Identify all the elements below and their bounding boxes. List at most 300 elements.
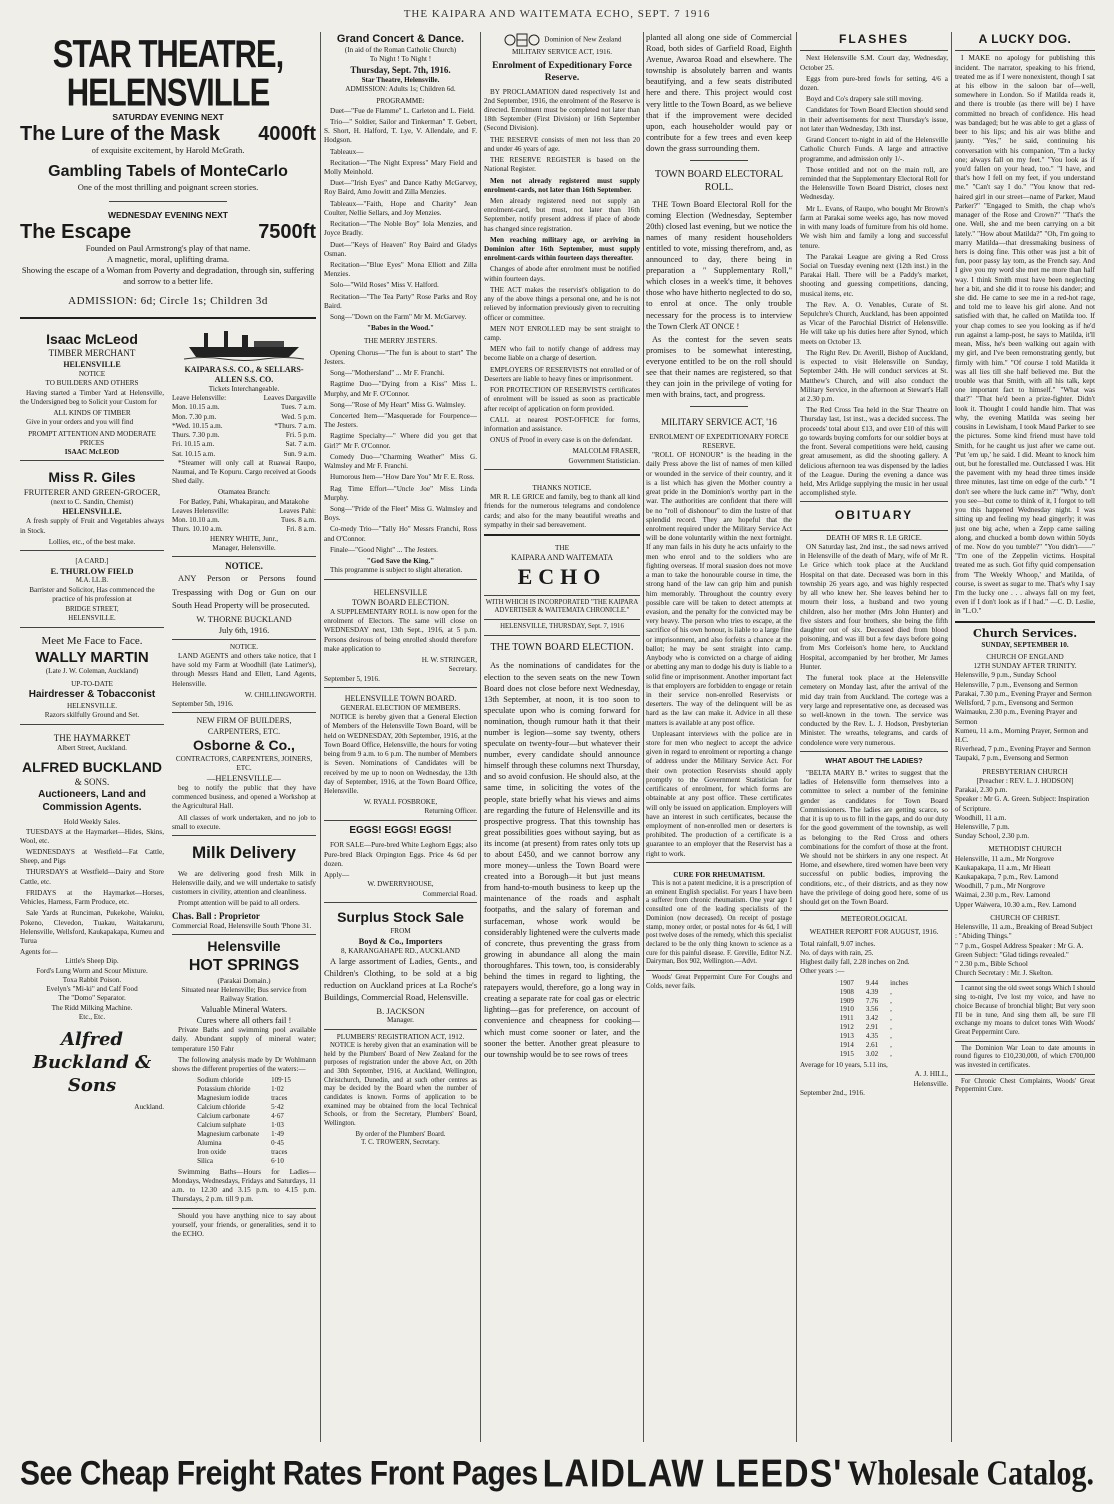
column-5 bbox=[800, 32, 948, 1442]
christ-line: Helensville, 11 a.m., Breaking of Bread Subject : "Abiding Things." bbox=[955, 923, 1093, 941]
star-film2: Gambling Tabels of MonteCarlo bbox=[48, 162, 288, 180]
star-film3-length: 7500ft bbox=[258, 220, 316, 243]
table-cell: Sodium chloride bbox=[197, 1076, 244, 1085]
table-row bbox=[191, 1121, 297, 1130]
election2-body: NOTICE is hereby given that a General Election of Members of the Helensville Town Board, will be held on WEDNESDAY, 20th September, 1916, at the Town Board Office, Helensville, the hours for voting being from 9 a.m. to 6 p.m. The number of Members is Seven. Nominations of Candidates will be received by me up to noon on Wednesday, the 13th day of September, 1916, at the Town Board Office, Helensville. bbox=[324, 713, 477, 795]
military-para: EMPLOYERS OF RESERVISTS not enrolled or of Deserters are liable to heavy fines or imprisonment. bbox=[484, 365, 640, 383]
surplus-sign: B. JACKSON bbox=[376, 1005, 425, 1016]
church-title: Church Services. bbox=[972, 626, 1078, 640]
concert-subject: This programme is subject to slight alteration. bbox=[330, 566, 463, 575]
giles-name: Miss R. Giles bbox=[48, 469, 136, 486]
buckland-haymarket: THE HAYMARKET bbox=[53, 732, 131, 743]
presb-line: Woodhill, 11 a.m. bbox=[955, 813, 1007, 822]
kaipara-ss-row bbox=[172, 525, 316, 534]
milk-addr: Commercial Road, Helensville South 'Phone 31. bbox=[172, 922, 312, 931]
star-wednesday: WEDNESDAY EVENING NEXT bbox=[108, 210, 228, 221]
notice-land-sign: W. CHILLINGWORTH. bbox=[244, 690, 316, 699]
table-row bbox=[834, 1032, 914, 1041]
table-cell: 0·45 bbox=[271, 1138, 284, 1147]
notice-land-title: NOTICE. bbox=[229, 642, 259, 651]
kaipara-ss-cell: Sat. 7 a.m. bbox=[285, 440, 316, 449]
concert-item: Trio—" Soldier, Sailor and Tinkerman" T. Gebert, S. Short, H. Halford, T. Lye, V. Allendale, and F. Hodgson. bbox=[324, 117, 477, 145]
table-cell: , bbox=[890, 1050, 892, 1059]
buckland-agent: Etc., Etc. bbox=[78, 1012, 106, 1021]
war-loan: The Dominion War Loan to date amounts in round figures to £10,230,000, of which £700,000 was invested in certificates. bbox=[955, 1044, 1095, 1069]
buckland-line: WEDNESDAYS at Westfield—Fat Cattle, Sheep, and Pigs bbox=[20, 848, 164, 866]
table-row bbox=[834, 1041, 914, 1050]
notice-trespass-body: ANY Person or Persons found Trespassing with Dog or Gun on our South Head Property will be prosecuted. bbox=[172, 573, 316, 610]
military-para: BY PROCLAMATION dated respectively 1st and 2nd September, 1916, the enrolment of the Reserve is directed. Enrolment must be completed not later than 18th September (First Division) or 16th September (Second Division). bbox=[484, 87, 640, 133]
plumbers-sign: T. C. TROWERN, Secretary. bbox=[361, 1139, 440, 1147]
table-row bbox=[191, 1139, 297, 1148]
springs-analysis: The following analysis made by Dr Wohlmann shows the different properties of the waters:— bbox=[172, 1055, 316, 1074]
concert-item: Duet—"Irish Eyes" and Dance Kathy McGarvey, Roy Baird, Amo Jowitt and Zilla Menzies. bbox=[324, 179, 477, 197]
military-para: FOR PROTECTION OF RESERVISTS certificates of enrolment will be issued as soon as practicable after receipt of application on form provided. bbox=[484, 386, 640, 413]
star-film1-length: 4000ft bbox=[258, 122, 316, 145]
military-para: ONUS of Proof in every case is on the defendant. bbox=[490, 436, 633, 445]
concert-item2: Finale—"Good Night" ... The Jesters. bbox=[330, 545, 438, 554]
military-para: THE ACT makes the reservist's obligation to do any of the above things a personal one, and he is not relieved by information previously given to recruiting officer or committee. bbox=[484, 285, 640, 322]
christ-line: " 2.30 p.m., Bible School bbox=[955, 960, 1028, 968]
kaipara-ss-hdr-right: Leaves Dargaville bbox=[263, 394, 316, 403]
coe-trinity: 12TH SUNDAY AFTER TRINITY. bbox=[973, 662, 1077, 671]
table-cell: , bbox=[890, 1005, 892, 1014]
table-cell: 4.39 bbox=[865, 987, 879, 996]
kaipara-ss-cell: Thurs. 7.30 p.m. bbox=[172, 431, 220, 440]
martin-trade: Hairdresser & Tobacconist bbox=[28, 689, 156, 701]
flash-para: The Rev. A. O. Venables, Curate of St. Sepulchre's Church, Auckland, has been appointed as Vicar of the Parochial District of Helensville. He will take up his duties here after Synod, which meets on October 13. bbox=[800, 300, 948, 346]
milk-title: Milk Delivery bbox=[192, 843, 296, 863]
election2-title: GENERAL ELECTION OF MEMBERS. bbox=[340, 703, 461, 712]
column-rule bbox=[951, 32, 952, 1442]
kaipara-ss-title: KAIPARA S.S. CO., & SELLARS-ALLEN S.S. CO. bbox=[184, 364, 304, 384]
concert-item2: Song—"Pride of the Fleet" Miss G. Walmsley and Boys. bbox=[324, 505, 477, 523]
coat-of-arms-icon bbox=[502, 32, 542, 48]
table-cell: 109·15 bbox=[271, 1076, 291, 1085]
concert-date: Thursday, Sept. 7th, 1916. bbox=[350, 64, 451, 75]
thanks-title: THANKS NOTICE. bbox=[532, 483, 592, 492]
notice-trespass-sign: W. THORNE BUCKLAND bbox=[196, 613, 292, 624]
woods-cure: Woods' Great Peppermint Cure For Coughs and Colds, never fails. bbox=[646, 973, 792, 990]
election-town: HELENSVILLE bbox=[373, 587, 428, 597]
surplus-from: FROM bbox=[390, 926, 411, 935]
met-sign: A. J. HILL, bbox=[914, 1070, 948, 1079]
election2-town: HELENSVILLE TOWN BOARD. bbox=[344, 693, 457, 703]
buckland-line: THURSDAYS at Westfield—Dairy and Store Cattle, etc. bbox=[20, 868, 164, 886]
concert-item: Recitation—"Blue Eyes" Mona Elliott and Zilla Menzies. bbox=[324, 260, 477, 279]
star-film1: The Lure of the Mask bbox=[20, 122, 221, 145]
coe-line: Riverhead, 7 p.m., Evening Prayer and Sermon bbox=[955, 745, 1091, 754]
buckland-agent: Toxa Rabbit Poison. bbox=[62, 975, 122, 984]
springs-title: HOT SPRINGS bbox=[188, 957, 300, 975]
table-cell: , bbox=[890, 1032, 892, 1041]
flash-para: Eggs from pure-bred fowls for setting, 4/6 a dozen. bbox=[800, 74, 948, 93]
giles-addr: (next to C. Sandin, Chemist) bbox=[50, 497, 134, 506]
kaipara-ss-cell: Tues. 7 a.m. bbox=[280, 403, 316, 412]
met-town: Helensville. bbox=[913, 1079, 948, 1088]
springs-hours: Swimming Baths—Hours for Ladies—Mondays, Wednesdays, Fridays and Saturdays, 11 a.m. to 12.30 and 3.15 p.m. to 4.15 p.m. Thursdays, 2 p.m. till 9 p.m. bbox=[172, 1167, 316, 1204]
field-street: BRIDGE STREET, bbox=[65, 606, 119, 614]
osborne-town: —HELENSVILLE— bbox=[206, 773, 282, 784]
roll-para: THE Town Board Electoral Roll for the coming Election (Wednesday, September 20th) closed last evening, but we notice the names of many resident householders entitled to vote, missing therefrom, and, as announced to day, there being in preparation a " Supplementary Roll," which closes in a week's time, it behoves those who have hitherto neglected to do so, to enrol at once. The only trouble necessary for the process is to interview the Town Clerk AT ONCE ! bbox=[646, 199, 792, 331]
met-average: Average for 10 years, 5.11 ins, bbox=[800, 1061, 888, 1070]
table-cell: , bbox=[890, 996, 892, 1005]
echo-dateline: HELENSVILLE, THURSDAY, Sept. 7, 1916 bbox=[500, 622, 624, 630]
springs-valuable: Valuable Mineral Waters. bbox=[200, 1004, 288, 1015]
concert-item2: Rag Time Effort—"Uncle Joe" Miss Linda Murphy. bbox=[324, 484, 477, 502]
military-dominion-line bbox=[484, 32, 640, 48]
obituary-title: OBITUARY bbox=[834, 508, 914, 523]
table-row bbox=[191, 1148, 297, 1157]
buckland-trade: Auctioneers, Land and Commission Agents. bbox=[38, 788, 146, 813]
thanks-body: MR R. LE GRICE and family, beg to thank all kind friends for the numerous telegrams and condolence cards; and also for the many beautiful wreaths and sympathy in their sad bereavement. bbox=[484, 493, 640, 529]
kaipara-ss-cell: Fri. 5 p.m. bbox=[285, 431, 316, 440]
table-row bbox=[191, 1130, 297, 1139]
table-cell: 1909 bbox=[839, 996, 854, 1005]
roll-title: TOWN BOARD ELECTORAL ROLL. bbox=[655, 169, 783, 193]
presb-line: Helensville, 7 p.m. bbox=[955, 822, 1010, 831]
echo-title2: ECHO bbox=[517, 564, 607, 590]
milk-body: We are delivering good fresh Milk in Helensville daily, and we will undertake to satisfy customers in civility, attention and cleanliness. bbox=[172, 869, 316, 897]
military-para: Men reaching military age, or arriving in Dominion after 16th September, must supply enrolment-cards within fourteen days thereafter. bbox=[484, 235, 640, 263]
table-row bbox=[191, 1085, 297, 1094]
military-para: THE RESERVE REGISTER is based on the National Register. bbox=[484, 156, 640, 174]
table-cell: Potassium chloride bbox=[197, 1085, 251, 1094]
mcleod-give: Give in your orders and you will find bbox=[26, 418, 134, 427]
table-cell: 1910 bbox=[839, 1005, 854, 1014]
steamship-icon bbox=[184, 327, 304, 361]
table-cell: traces bbox=[271, 1147, 288, 1156]
notice-trespass-date: July 6th, 1916. bbox=[218, 624, 270, 635]
plumbers-by: By order of the Plumbers' Board. bbox=[355, 1130, 446, 1138]
christ-line: Church Secretary : Mr. J. Skelton. bbox=[955, 969, 1053, 978]
election2-officer: Returning Officer. bbox=[424, 807, 477, 816]
coe-title: CHURCH OF ENGLAND bbox=[986, 653, 1064, 661]
kaipara-ss-row bbox=[172, 413, 316, 422]
column-1a bbox=[20, 323, 164, 1242]
cure-body: This is not a patent medicine, it is a prescription of an eminent English specialist. For years I have been a sufferer from chronic rheumatism. One year ago I consulted one of the leading specialists of the Dominion (now deceased). On receipt of postage stamp, money order, or postal notes for 4s 6d, I will post twelve doses of the remedy, which this specialist declared to be the only thing known to science as a cure for this painful disease. F. Greville, Editor N.Z. Dairyman, Box 902, Wellington.—Advt. bbox=[646, 880, 792, 966]
springs-town: Helensville bbox=[207, 938, 281, 955]
martin-late: (Late J. W. Coleman, Auckland) bbox=[45, 666, 139, 675]
kaipara-ss-row bbox=[172, 431, 316, 440]
surplus-manager: Manager. bbox=[387, 1016, 414, 1025]
osborne-trade: CONTRACTORS, CARPENTERS, JOINERS, ETC. bbox=[175, 754, 313, 772]
star-saturday: SATURDAY EVENING NEXT bbox=[112, 112, 224, 122]
concert-item: Recitation—"The Noble Boy" Iola Menzies, and Joyce Bradly. bbox=[324, 220, 477, 238]
concert-item2: Ragtime Specialty—" Where did you get that Girl?" Mr F. O'Connor. bbox=[324, 432, 477, 450]
field-degree: M.A. LL.B. bbox=[75, 577, 109, 585]
meth-line: Kaukapakapa, 7 p.m., Rev. Lamond bbox=[955, 873, 1059, 882]
star-film3-desc2: A magnetic, moral, uplifting drama. bbox=[106, 253, 230, 264]
concert-jesters: THE MERRY JESTERS. bbox=[363, 336, 437, 345]
table-cell: Calcium carbonate bbox=[197, 1112, 250, 1121]
table-row bbox=[191, 1157, 297, 1166]
osborne-all: All classes of work undertaken, and no job to small to execute. bbox=[172, 813, 316, 831]
military-title: Enrolment of Expeditionary Force Reserve. bbox=[492, 61, 632, 84]
military-para: CALL at nearest POST-OFFICE for forms, information and assistance. bbox=[484, 415, 640, 433]
notice-land-date: September 5th, 1916. bbox=[172, 700, 234, 709]
banner-catalog: Wholesale Catalog. bbox=[847, 1454, 1094, 1493]
table-cell: 7.76 bbox=[865, 996, 879, 1005]
column-rule bbox=[796, 32, 797, 1442]
table-cell: 3.02 bbox=[865, 1050, 879, 1059]
banner-freight: See Cheap Freight Rates Front Pages bbox=[20, 1454, 538, 1493]
kaipara-ss-cell: Sat. 10.15 a.m. bbox=[172, 449, 216, 458]
obituary-sub: DEATH OF MRS R. LE GRICE. bbox=[826, 533, 922, 542]
met-title: METEOROLOGICAL bbox=[840, 915, 908, 924]
mcleod-sign: ISAAC McLEOD bbox=[64, 447, 120, 456]
field-body: Barrister and Solicitor, Has commenced the practice of his profession at bbox=[29, 585, 155, 604]
military-act: MILITARY SERVICE ACT, 1916. bbox=[511, 48, 613, 56]
concert-programme: PROGRAMME: bbox=[376, 97, 425, 106]
kaipara-ss-row bbox=[172, 440, 316, 449]
surplus-addr: 8, KARANGAHAPE RD., AUCKLAND bbox=[341, 946, 460, 955]
military-sign: MALCOLM FRASER, bbox=[572, 447, 640, 456]
springs-desc: Situated near Helensville; Bus service from Railway Station. bbox=[181, 986, 307, 1004]
eggs-addr: Commercial Road. bbox=[422, 889, 477, 898]
table-cell: Iron oxide bbox=[197, 1147, 227, 1156]
buckland-signature: Alfred Buckland & Sons bbox=[32, 1028, 152, 1096]
kaipara-ss-cell: Thurs. 10.10 a.m. bbox=[172, 525, 223, 534]
concert-item: Song—"Down on the Farm" Mr M. McGarvey. bbox=[330, 313, 467, 322]
buckland-line: FRIDAYS at the Haymarket—Horses, Vehicles, Harness, Farm Produce, etc. bbox=[20, 888, 164, 907]
concert-item: "Babes in the Wood." bbox=[367, 324, 434, 333]
chest-cure: For Chronic Chest Complaints, Woods' Great Peppermint Cure. bbox=[955, 1077, 1095, 1094]
eggs-body: FOR SALE—Pure-bred White Leghorn Eggs; also Pure-bred Black Orpington Eggs. Price 4s 6d per dozen. bbox=[324, 841, 477, 868]
echo-the: THE bbox=[555, 543, 569, 552]
buckland-auckland: Auckland. bbox=[134, 1103, 164, 1112]
concert-item2: Song—"Rose of My Heart" Miss G. Walmsley. bbox=[330, 400, 466, 409]
echo-headline: THE TOWN BOARD ELECTION. bbox=[490, 641, 634, 653]
concert-tonight: To Night ! To Night ! bbox=[369, 55, 432, 64]
mil-title: MILITARY SERVICE ACT, '16 bbox=[661, 417, 777, 428]
osborne-name: Osborne & Co., bbox=[193, 736, 295, 753]
column-6 bbox=[955, 32, 1095, 1442]
meth-line: Upper Waiwera, 10.30 a.m., Rev. Lamond bbox=[955, 900, 1077, 909]
plumbers-body: NOTICE is hereby given that an examination will be held by the Plumbers' Board of New Zealand for the purposes of registration under the above Act, on 20th and 30th September, 1916, at Auckland, Wellington, Christchurch, Dunedin, and at such other centres as may be decided by the Board when the number of candidates is known. Forms of application to be examined may be obtained from the local Technical Schools, or from the Secretary, Plumbers' Board, Wellington. bbox=[324, 1041, 477, 1127]
flash-para: Boyd and Co's drapery sale still moving. bbox=[806, 95, 923, 104]
flash-para: Candidates for Town Board Election should send in their advertisements for next Thursday's issue, not later than Wednesday, 13th inst. bbox=[800, 106, 948, 133]
kaipara-ss-cell: *Thurs. 7 a.m. bbox=[274, 421, 316, 430]
springs-sub: (Parakai Domain.) bbox=[217, 976, 271, 985]
coe-line: Taupaki, 7 p.m., Evensong and Sermon bbox=[955, 754, 1069, 763]
martin-up: UP-TO-DATE bbox=[71, 680, 113, 689]
buckland-line: TUESDAYS at the Haymarket—Hides, Skins, Wool, etc. bbox=[20, 827, 164, 845]
military-para: MEN NOT ENROLLED may be sent straight to camp. bbox=[484, 324, 640, 342]
bottom-banner-ad bbox=[20, 1450, 1094, 1498]
election-date: September 5, 1916. bbox=[324, 674, 380, 683]
plumbers-title: PLUMBERS' REGISTRATION ACT, 1912. bbox=[336, 1032, 465, 1041]
concert-item: Solo—"Wild Roses" Miss V. Halford. bbox=[330, 281, 439, 290]
mcleod-trade: TIMBER MERCHANT bbox=[48, 348, 136, 359]
table-row bbox=[834, 1023, 914, 1032]
flashes-title: FLASHES bbox=[838, 32, 909, 46]
concert-venue: Star Theatre, Helensville. bbox=[361, 76, 440, 85]
kaipara-ss-cell: Sun. 9 a.m. bbox=[283, 449, 316, 458]
woods-poem: I cannot sing the old sweet songs Which I should sing to-night, I've lost my voice, and have no choice Because of bronchial blight; But very soon I'll be in tune, And sing them all, be sure I'll exchange my moans to dulcet tones With Woods' Great Peppermint Cure. bbox=[955, 985, 1095, 1036]
meth-line: Helensville, 11 a.m., Mr Norgrove bbox=[955, 854, 1055, 863]
flash-para: The Red Cross Tea held in the Star Theatre on Thursday last, 1st inst., was a decided success. The proceeds' total about £13, and over £10 of this will go towards buying comforts for our soldier boys at the front. Several competitions were held, causing great amusement, as did the shooting gallery. A delicious afternoon tea was dispensed by the ladies of the League. During the evening a dance was held, Mrs Arlidge supplying the music in her usual accomplished style. bbox=[800, 406, 948, 498]
election-title: TOWN BOARD ELECTION. bbox=[352, 597, 449, 607]
table-cell: , bbox=[890, 1041, 892, 1050]
flash-para: Next Helensville S.M. Court day, Wednesday, October 25. bbox=[800, 54, 948, 72]
christ-title: CHURCH OF CHRIST. bbox=[990, 913, 1060, 922]
mcleod-all: ALL KINDS OF TIMBER bbox=[53, 409, 131, 418]
election-sec: Secretary. bbox=[448, 665, 477, 674]
mcleod-body: Having started a Timber Yard at Helensville, the Undersigned beg to Solicit your Custom for bbox=[20, 388, 164, 406]
cure-title: CURE FOR RHEUMATISM. bbox=[673, 870, 765, 879]
military-para: THE RESERVE consists of men not less than 20 and under 46 years of age. bbox=[484, 135, 640, 153]
kaipara-ss-manager: Manager, Helensville. bbox=[212, 543, 276, 552]
table-row bbox=[834, 1050, 914, 1059]
christ-line: " 7 p.m., Gospel Address Speaker : Mr G. A. Green Subject: "Glad tidings revealed." bbox=[955, 941, 1084, 959]
table-cell: 1915 bbox=[839, 1050, 854, 1059]
star-film3-line bbox=[20, 221, 316, 243]
star-film3-desc1: Founded on Paul Armstrong's play of that name. bbox=[85, 242, 251, 253]
buckland-agent: Little's Sheep Dip. bbox=[65, 957, 119, 966]
mil-para: "ROLL OF HONOUR" is the heading in the daily Press above the list of names of men killed or wounded in the service of their country, and it is a list which has given the Mother country a great pride in the Dominion's worthy part in the war. The authorities are confident that there will be no "roll of dishonour" to dim the lustre of that splendid record. They are hopeful that the enrolment required under the Military Service Act will be done voluntarily within the next fortnight. If any man fails in his duty he acts unfairly to the men who enrol and to the soldiers who are fighting overseas. If moral suasion does not move a man to take the honourable course in time, the strong hand of the law can grip him and punish him memorably. Throughout the country every possible care will be taken to detect attempts at evasion, and the penalty for the convicted may be very heavy. The person who tries to escape, at the sacrifice of his own honour, is liable to a large fine or imprisonment, and also forfeits a chance at the ballot; he may be sent straight into camp. Anybody who is convicted on a charge of aiding or abetting any man to dodge his duty is liable to a solid fine or imprisonment. Another important fact is that employers are forbidden to engage or retain in their service non-enrolled Reservists or deserters. The way of the delinquent will be as hard as the law can make it. Advice in all these matters is available at any post office. bbox=[646, 451, 792, 727]
buckland-name: ALFRED BUCKLAND bbox=[22, 759, 162, 776]
concert-item: Recitation—"The Night Express" Mary Field and Molly Meinhold. bbox=[324, 158, 477, 176]
table-row bbox=[191, 1103, 297, 1112]
kaipara-ss-tickets: Tickets Interchangeable. bbox=[208, 385, 280, 394]
giles-lollies: Lollies, etc., of the best make. bbox=[48, 537, 136, 546]
table-cell: 4·67 bbox=[271, 1112, 284, 1121]
table-cell: Calcium chloride bbox=[197, 1103, 246, 1112]
flash-para: The Parakai League are giving a Red Cross Social on Tuesday evening next (12th inst.) in the Parakai Hall. There will be a Paddy's market, shooting and guessing competitions, dancing, musical items, etc. bbox=[800, 252, 948, 298]
field-name: E. THURLOW FIELD bbox=[50, 566, 134, 577]
buckland-agent: Ford's Lung Worm and Scour Mixture. bbox=[36, 966, 148, 975]
concert-title: Grand Concert & Dance. bbox=[336, 33, 465, 45]
mcleod-to: TO BUILDERS AND OTHERS bbox=[45, 379, 139, 388]
table-cell: 3.56 bbox=[865, 1005, 879, 1014]
concert-item: Recitation—"The Tea Party" Rose Parks and Roy Baird. bbox=[324, 292, 477, 310]
eggs-sign: W. DWERRYHOUSE, bbox=[367, 880, 434, 889]
martin-meet: Meet Me Face to Face. bbox=[41, 634, 143, 647]
met-line: Total rainfall, 9.07 inches. bbox=[800, 939, 876, 948]
mcleod-notice: NOTICE bbox=[78, 370, 106, 379]
column-3 bbox=[484, 32, 640, 1442]
table-cell: 9.44 bbox=[865, 978, 879, 987]
column-1b bbox=[172, 323, 316, 1242]
concert-item2: Comedy Duo—"Charming Weather" Miss G. Walmsley and Mr F. Franchi. bbox=[324, 452, 477, 471]
surplus-body: A large assortment of Ladies, Gents., and Children's Clothing, to be sold at a big reduction on Auckland prices at La Roche's Buildings, Commercial Road, Helensville. bbox=[324, 955, 477, 1002]
kaipara-ss-hdr-left: Leave Helensville: bbox=[172, 394, 227, 403]
martin-razors: Razors skilfully Ground and Set. bbox=[44, 711, 140, 720]
presb-title: PRESBYTERIAN CHURCH bbox=[982, 767, 1068, 776]
ladies-body: "BELTA MARY B." writes to suggest that the ladies of Helensville form themselves into a committee to select a number of the feminine gender as candidates for Town Board Commissioners. The ladies are getting scarce, so that it is up to us to fill in the gaps, and do our duty for the good government of the township, as well as belonging to the Red Cross and others combinations for the comfort of those at the front. We should not be shirkers in any one respect. At Home, and elsewhere, tired women have been very successful on public bodies, improving the conditions, etc., of their districts, and as they now have the privilege of doing good here, some of us should get on the Town Board. bbox=[800, 769, 948, 907]
table-cell: 1911 bbox=[839, 1014, 854, 1023]
coe-line: Parakai, 7.30 p.m., Evening Prayer and Sermon bbox=[955, 689, 1092, 698]
concert-item: Tableaux—"Faith, Hope and Charity" Jean Coulter, Nellie Sellars, and Joy Menzies. bbox=[324, 199, 477, 217]
kaipara-ss-pahi: For Batley, Pahi, Whakapirau, and Matakohe bbox=[179, 497, 309, 506]
concert-item2: Humorous Item—"How Dare You" Mr F. E. Ross. bbox=[330, 473, 475, 482]
concert-item: Duet—"Fue de Flamme" L. Carleton and L. Field. bbox=[330, 106, 475, 115]
buckland-agent: The Ridd Milking Machine. bbox=[51, 1003, 133, 1012]
kaipara-ss-header2 bbox=[172, 507, 316, 516]
table-cell: Calcium sulphate bbox=[197, 1121, 246, 1130]
giles-trade: FRUITERER AND GREEN-GROCER, bbox=[23, 487, 161, 498]
table-cell: traces bbox=[271, 1094, 288, 1103]
milk-proprietor: Chas. Ball : Proprietor bbox=[172, 910, 260, 921]
table-cell: 1·02 bbox=[271, 1085, 284, 1094]
election2-sign: W. RYALL FOSBROKE, bbox=[363, 798, 438, 807]
coe-line: Waimauku, 2.30 p.m., Evening Prayer and Sermon bbox=[955, 708, 1077, 726]
notice-trespass-title: NOTICE. bbox=[225, 560, 263, 571]
column-ads-left bbox=[20, 32, 316, 1442]
kaipara-ss-row bbox=[172, 516, 316, 525]
concert-item2: "God Save the King." bbox=[366, 557, 435, 566]
kaipara-ss-row bbox=[172, 403, 316, 412]
obituary-para: The funeral took place at the Helensville cemetery on Monday last, after the arrival of the mid day train from Auckland. The cortege was a very large and representative one, as deceased was so well-known in the town. The service was conducted by the Rev. L. J. Hodson, Presbyterian Minister. The wreaths, telegrams, and cards of condolence were very numerous. bbox=[800, 674, 948, 747]
kaipara-ss-otamatea: Otamatea Branch: bbox=[217, 488, 271, 497]
buckland-agent: Evelyn's "Mi-ki" and Calf Food bbox=[46, 985, 138, 994]
obituary-para: ON Saturday last, 2nd inst., the sad news arrived in Helensville of the death of Mary, wife of Mr R. Le Grice which took place at the Auckland Hospital on that date. Deceased was born in this township 26 years ago, and was highly respected by all who knew her. She leaves behind her to mourn their loss, a husband and two young children, also her mother (Mrs John Hunter) and five sisters and four brothers, she being the fifth daughter out of six. Deceased died from blood poisoning, and was ill but a few days before going from Mrs Corleison's home here, to Auckland Hospital, accompanied by her brother, Mr James Hunter. bbox=[800, 543, 948, 671]
kaipara-ss-row bbox=[172, 450, 316, 459]
star-film1-desc: of exquisite excitement, by Harold McGrath. bbox=[91, 144, 245, 155]
kaipara-ss-sign: HENRY WHITE, Junr., bbox=[209, 534, 279, 543]
kaipara-ss-hdr-left: Leaves Helensville: bbox=[172, 506, 229, 515]
table-cell: 1914 bbox=[839, 1041, 854, 1050]
military-para: Men already registered need not supply an enrolment-card, but must, not later than 16th September, notify present address if place of abode has changed since registration. bbox=[484, 196, 640, 233]
table-cell: 1·03 bbox=[271, 1121, 284, 1130]
lucky-title: A LUCKY DOG. bbox=[978, 32, 1072, 46]
table-row bbox=[191, 1112, 297, 1121]
military-dominion: Dominion of New Zealand bbox=[544, 35, 622, 44]
church-sunday: SUNDAY, SEPTEMBER 10. bbox=[981, 640, 1069, 649]
table-cell: , bbox=[890, 987, 892, 996]
echo-title1: KAIPARA AND WAITEMATA bbox=[510, 553, 614, 563]
column-rule bbox=[480, 32, 481, 1442]
kaipara-ss-row bbox=[172, 422, 316, 431]
table-cell: Magnesium carbonate bbox=[197, 1130, 260, 1138]
mcleod-town: HELENSVILLE bbox=[63, 359, 121, 369]
table-cell: , bbox=[890, 1023, 892, 1032]
military-stat: Government Statistician. bbox=[568, 456, 640, 465]
coe-line: Wellsford, 7 p.m., Evensong and Sermon bbox=[955, 699, 1074, 708]
table-row bbox=[834, 988, 914, 997]
table-cell: 1907 bbox=[839, 978, 854, 987]
concert-item2: Opening Chorus—"The fun is about to start" The Jesters. bbox=[324, 348, 477, 366]
table-cell: Silica bbox=[197, 1156, 214, 1165]
springs-cures: Cures where all others fail ! bbox=[196, 1015, 292, 1026]
martin-name: WALLY MARTIN bbox=[35, 648, 149, 666]
lucky-body: I MAKE no apology for publishing this incident. The narrator, speaking to his friend, treated me as if I were nonexistent, though I sat at his elbow in the saloon bar of—well, somewhere in London. So if Matilda reads it, and there is trouble (as there will be) I have committed no breach of confidence. His head was bandaged; but he was able to get a glass of beer to his lips; and his air was blithe and jaunty. "Yes," he said, continuing his conversation with his companion, "I'm a lucky one; always fall on my feet." "You look as if you'd fallen on your head, too." "I have, and that's how I fell on my feet, if you understand me." "Can't say I do." "You know that red-haired girl in our street—name of Parker, Maud Parker?" "Engaged to Smith, the chap who's manager of the Rose and Crown?" "That's the one. Well, she and me been carrying on a bit lately." "How about Matilda?" "Oh, I'm going to marry Matilda—that dressmaking business of hers is doing fine. This other was just a bit of fun, poor passy lay tom, as the French say. And I give you my word she met me more than half way. I think Smith must have been neglecting her a bit, and she did it to rouse his dander; and she did. He came to see me in a red-hot rage, and told me to leave his girl alone. And not satisfied with that, he called on Matilda too. If your chap comes to see you looking as if he'd run against a lamp-post, he says to Matilda, it'll mean, Miss, he's been walking out again with my girl, and I've been remonstrating gently, but firmly with him." "Of course I told Matilda it was all lies till she half believed me. But the trouble was that Smith, with all his talk, kept one important fact to himself." "What was that?" "That he'd been a prize-fighter. Didn't look it. Thought I could handle him. That was why, the evening Matilda was seeing her cousins in Lewisham, I took Maud Parker to see the pictures. Some kind friend must have told Smith, for he caught us just after we came out. 'Put 'em up,' he said. I did. Meant to knock him out, but he forestalled me. Outclassed I was. Hit the pavement with my head three times inside three minutes, last time on edge of the curb." "I don't see where the luck came in?" "Why, don't you see—but come to think of it, I forgot to tell you this happened Wednesday night. I was sitting up and feeling my head gingerly; it was just one big ache, when a Zepp came sailing along, and chucked a bomb down within 50yds of me. Now do you tumble?" "You didn't——" "I'm one of the Zeppelin victims. Hospital treated me as such. Got fifty quid compensation from 'The Weekly Whoop,' and Matilda, of course, is sweet as sugar to me. That's why I say I'm the lucky one . . . always fall on my feet, even if I don't look as if I had." —C. D. Leslie, in "L.O." bbox=[955, 54, 1095, 616]
election-body: A SUPPLEMENTARY ROLL is now open for the enrolment of Electors. The same will close on WEDNESDAY next, 13th Sept., 1916, at 5 p.m. Persons desirous of being enrolled should therefore make application to bbox=[324, 608, 477, 653]
column-1-split bbox=[20, 323, 316, 1242]
table-row bbox=[834, 979, 914, 988]
kaipara-ss-cell: Mon. 10.15 a.m. bbox=[172, 403, 220, 412]
surplus-title: Surplus Stock Sale bbox=[337, 908, 464, 925]
concert-item2: Song—"Mothersland" ... Mr F. Franchi. bbox=[330, 369, 445, 378]
osborne-new: NEW FIRM OF BUILDERS, CARPENTERS, ETC. bbox=[196, 716, 292, 736]
surplus-name: Boyd & Co., Importers bbox=[358, 935, 443, 946]
echo-para: planted all along one side of Commercial Road, both sides of Garfield Road, Eighth Avenue, Awaroa Road and elsewhere. The township is absolutely barren and wants beautifying, and a few seats distributed here and there. This project would cost very little to the Town Board, as we believe that if the improvement were decided upon, each householder would pay or contribute for a few trees and even keep down the grass surrounding them. bbox=[646, 33, 792, 153]
kaipara-ss-cell: Fri. 10.15 a.m. bbox=[172, 440, 215, 449]
field-town: HELENSVILLE. bbox=[68, 614, 116, 622]
table-row bbox=[834, 1014, 914, 1023]
election-sign: H. W. STRINGER, bbox=[421, 656, 477, 665]
kaipara-ss-cell: Wed. 5 p.m. bbox=[281, 412, 316, 421]
kaipara-ss-hdr-right: Leaves Pahi: bbox=[279, 506, 316, 515]
echo-incorp: WITH WHICH IS INCORPORATED "THE KAIPARA ADVERTISER & WAITEMATA CHRONICLE." bbox=[485, 598, 639, 615]
star-film2-desc: One of the most thrilling and poignant screen stories. bbox=[77, 182, 259, 193]
kaipara-ss-note: *Steamer will only call at Ruawai Raupo, Naumai, and Te Kopuru. Cargo received at Goods Shed daily. bbox=[172, 458, 316, 486]
presb-line: Speaker : Mr G. A. Green. Subject: Inspiration of Scripture. bbox=[955, 795, 1090, 813]
table-cell: 2.91 bbox=[865, 1023, 879, 1032]
mil-sub: ENROLMENT OF EXPEDITIONARY FORCE RESERVE. bbox=[649, 432, 789, 451]
table-cell: Alumina bbox=[197, 1138, 222, 1147]
